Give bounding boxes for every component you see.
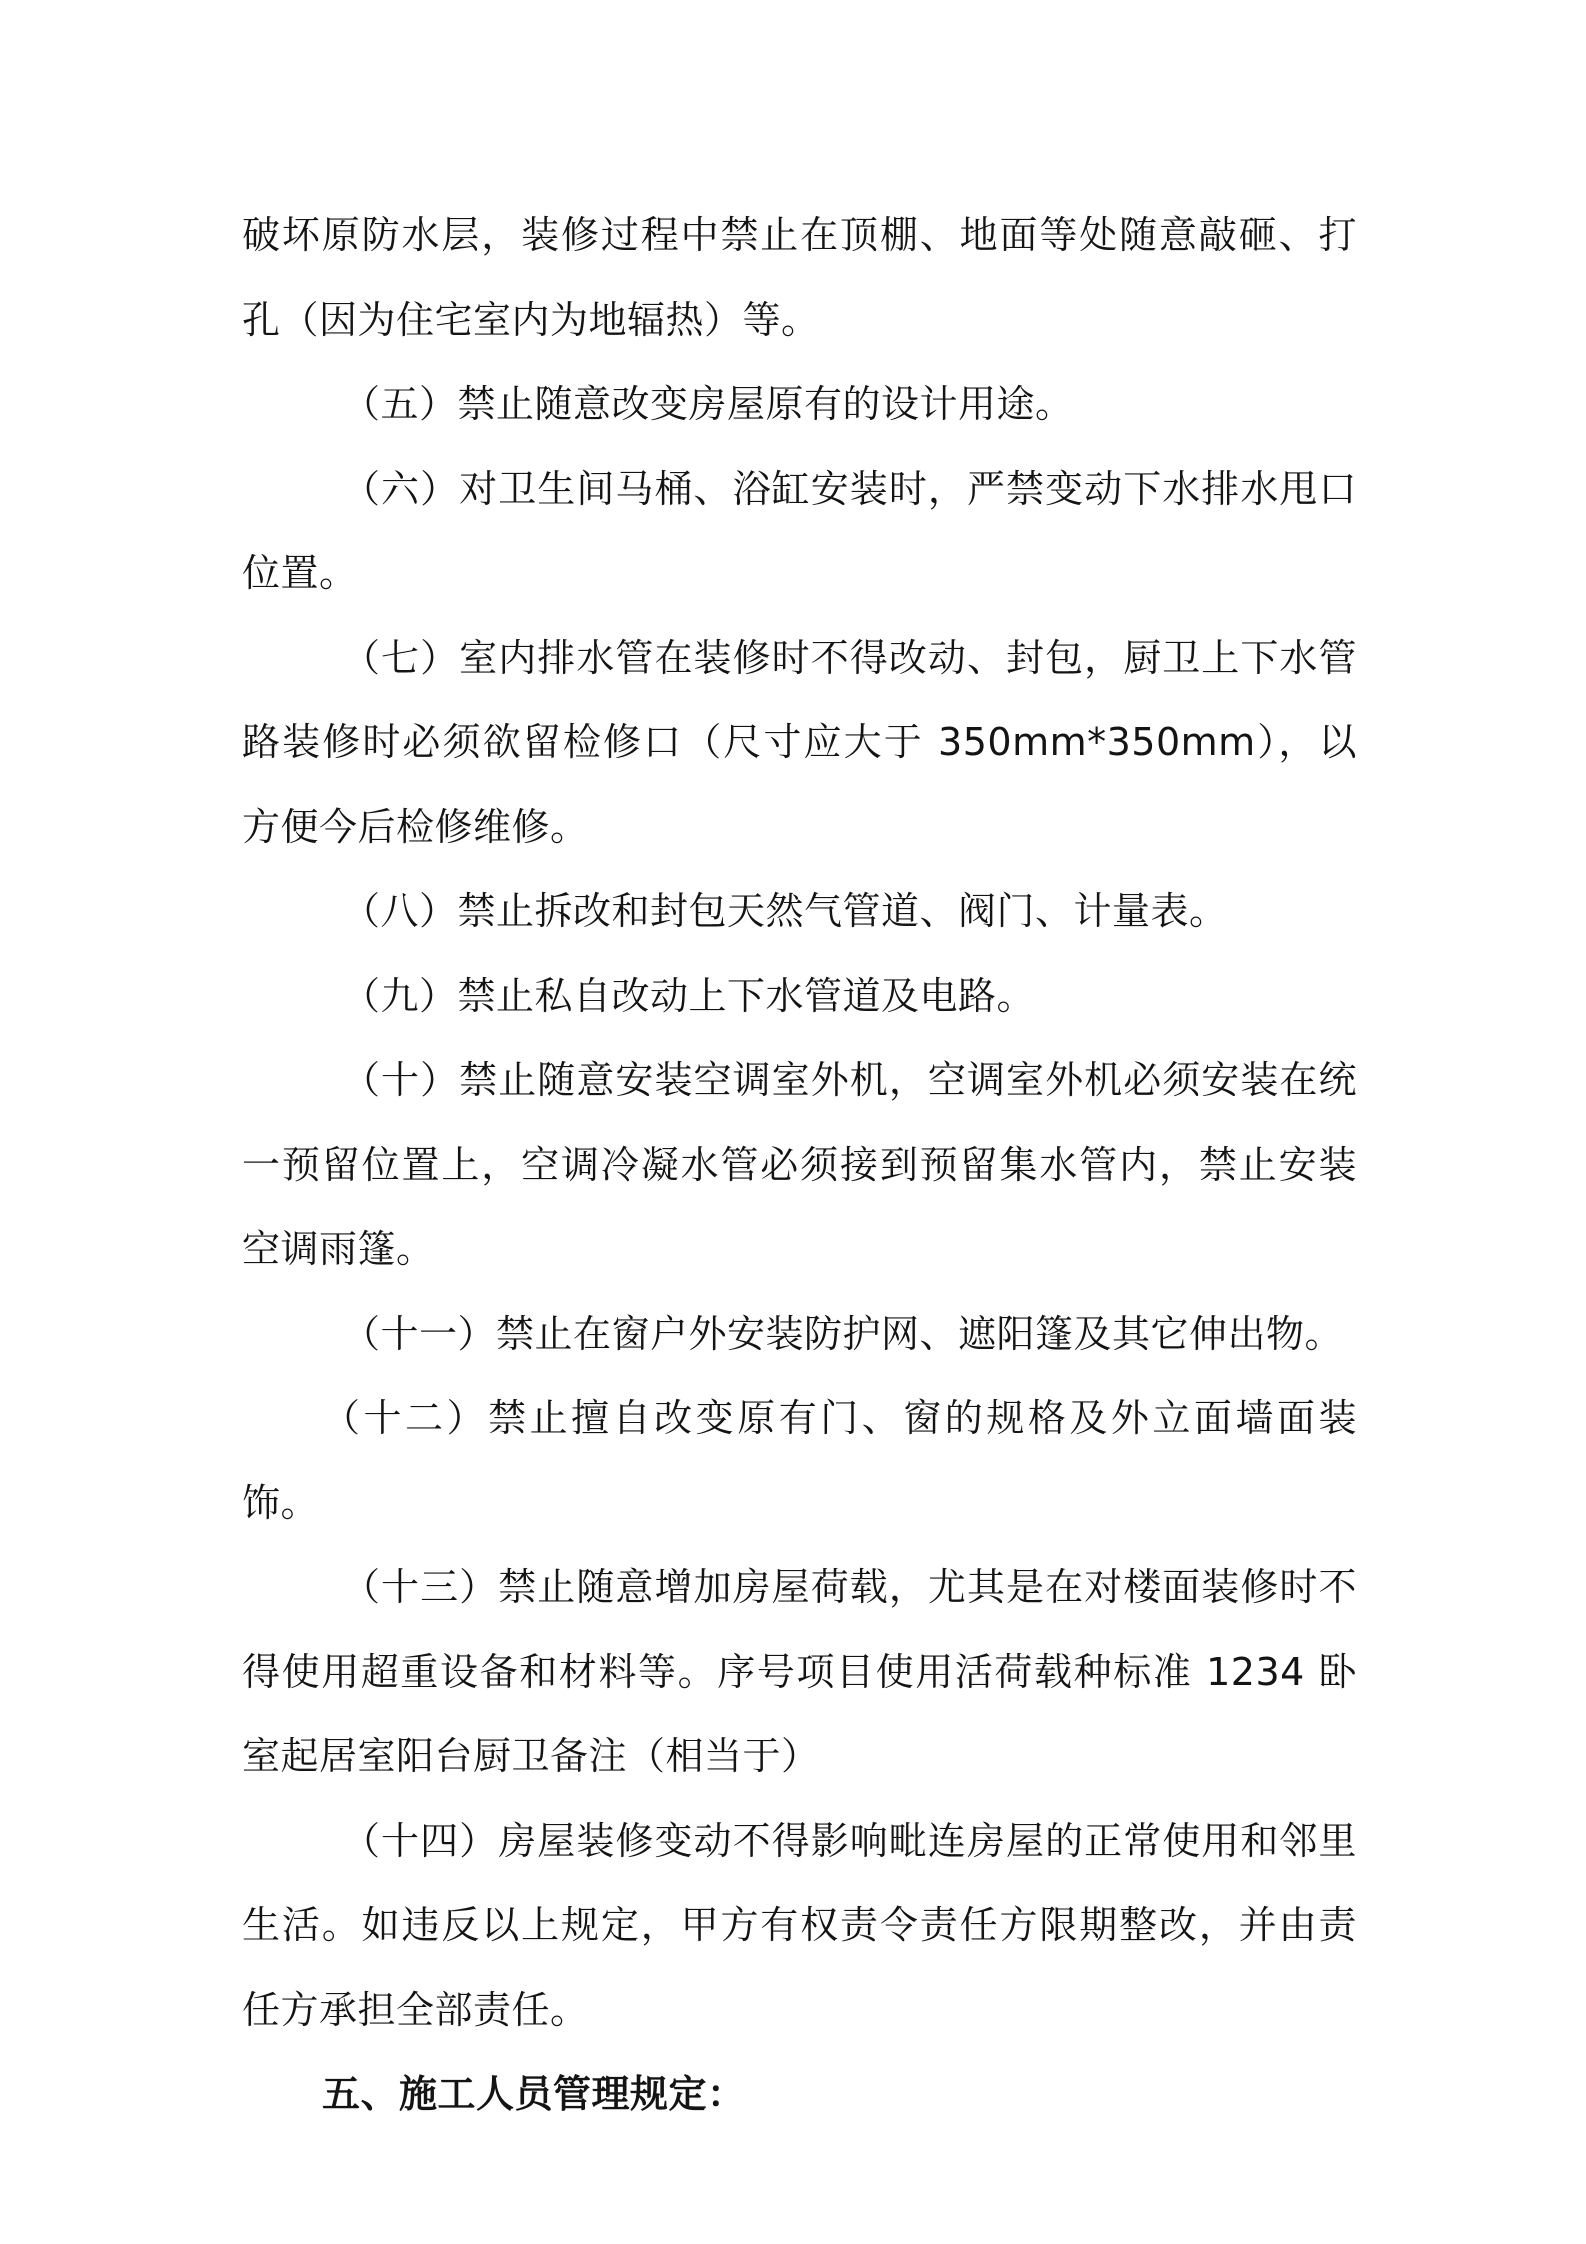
document-body [242,193,1357,2137]
paragraph-item-12: （十二）禁止擅自改变原有门、窗的规格及外立面墙面装饰。 [242,1396,1357,1525]
section-heading-personnel: 五、施工人员管理规定： [322,2072,746,2116]
paragraph-item-6: （六）对卫生间马桶、浴缸安装时，严禁变动下水排水甩口位置。 [242,466,1357,595]
paragraph-item-11: （十一）禁止在窗户外安装防护网、遮阳篷及其它伸出物。 [342,1311,1344,1356]
paragraph-item-8: （八）禁止拆改和封包天然气管道、阀门、计量表。 [342,889,1228,933]
paragraph-item-9: （九）禁止私自改动上下水管道及电路。 [342,973,1036,1018]
paragraph-item-13: （十三）禁止随意增加房屋荷载，尤其是在对楼面装修时不得使用超重设备和材料等。序号项目使用活荷载种标准 1234 卧室起居室阳台厨卫备注（相当于） [242,1565,1357,1778]
paragraph-item-10: （十）禁止随意安装空调室外机，空调室外机必须安装在统一预留位置上，空调冷凝水管必须接到预留集水管内，禁止安装空调雨篷。 [242,1058,1357,1271]
paragraph-item-5: （五）禁止随意改变房屋原有的设计用途。 [342,382,1074,426]
paragraph-item-14: （十四）房屋装修变动不得影响毗连房屋的正常使用和邻里生活。如违反以上规定，甲方有权责令责任方限期整改，并由责任方承担全部责任。 [242,1818,1357,2032]
paragraph-item-7: （七）室内排水管在装修时不得改动、封包，厨卫上下水管路装修时必须欲留检修口（尺寸应大于 350mm*350mm），以方便今后检修维修。 [242,635,1357,849]
paragraph-waterproof-layer: 破坏原防水层，装修过程中禁止在顶棚、地面等处随意敲砸、打孔（因为住宅室内为地辐热）等。 [242,213,1357,342]
